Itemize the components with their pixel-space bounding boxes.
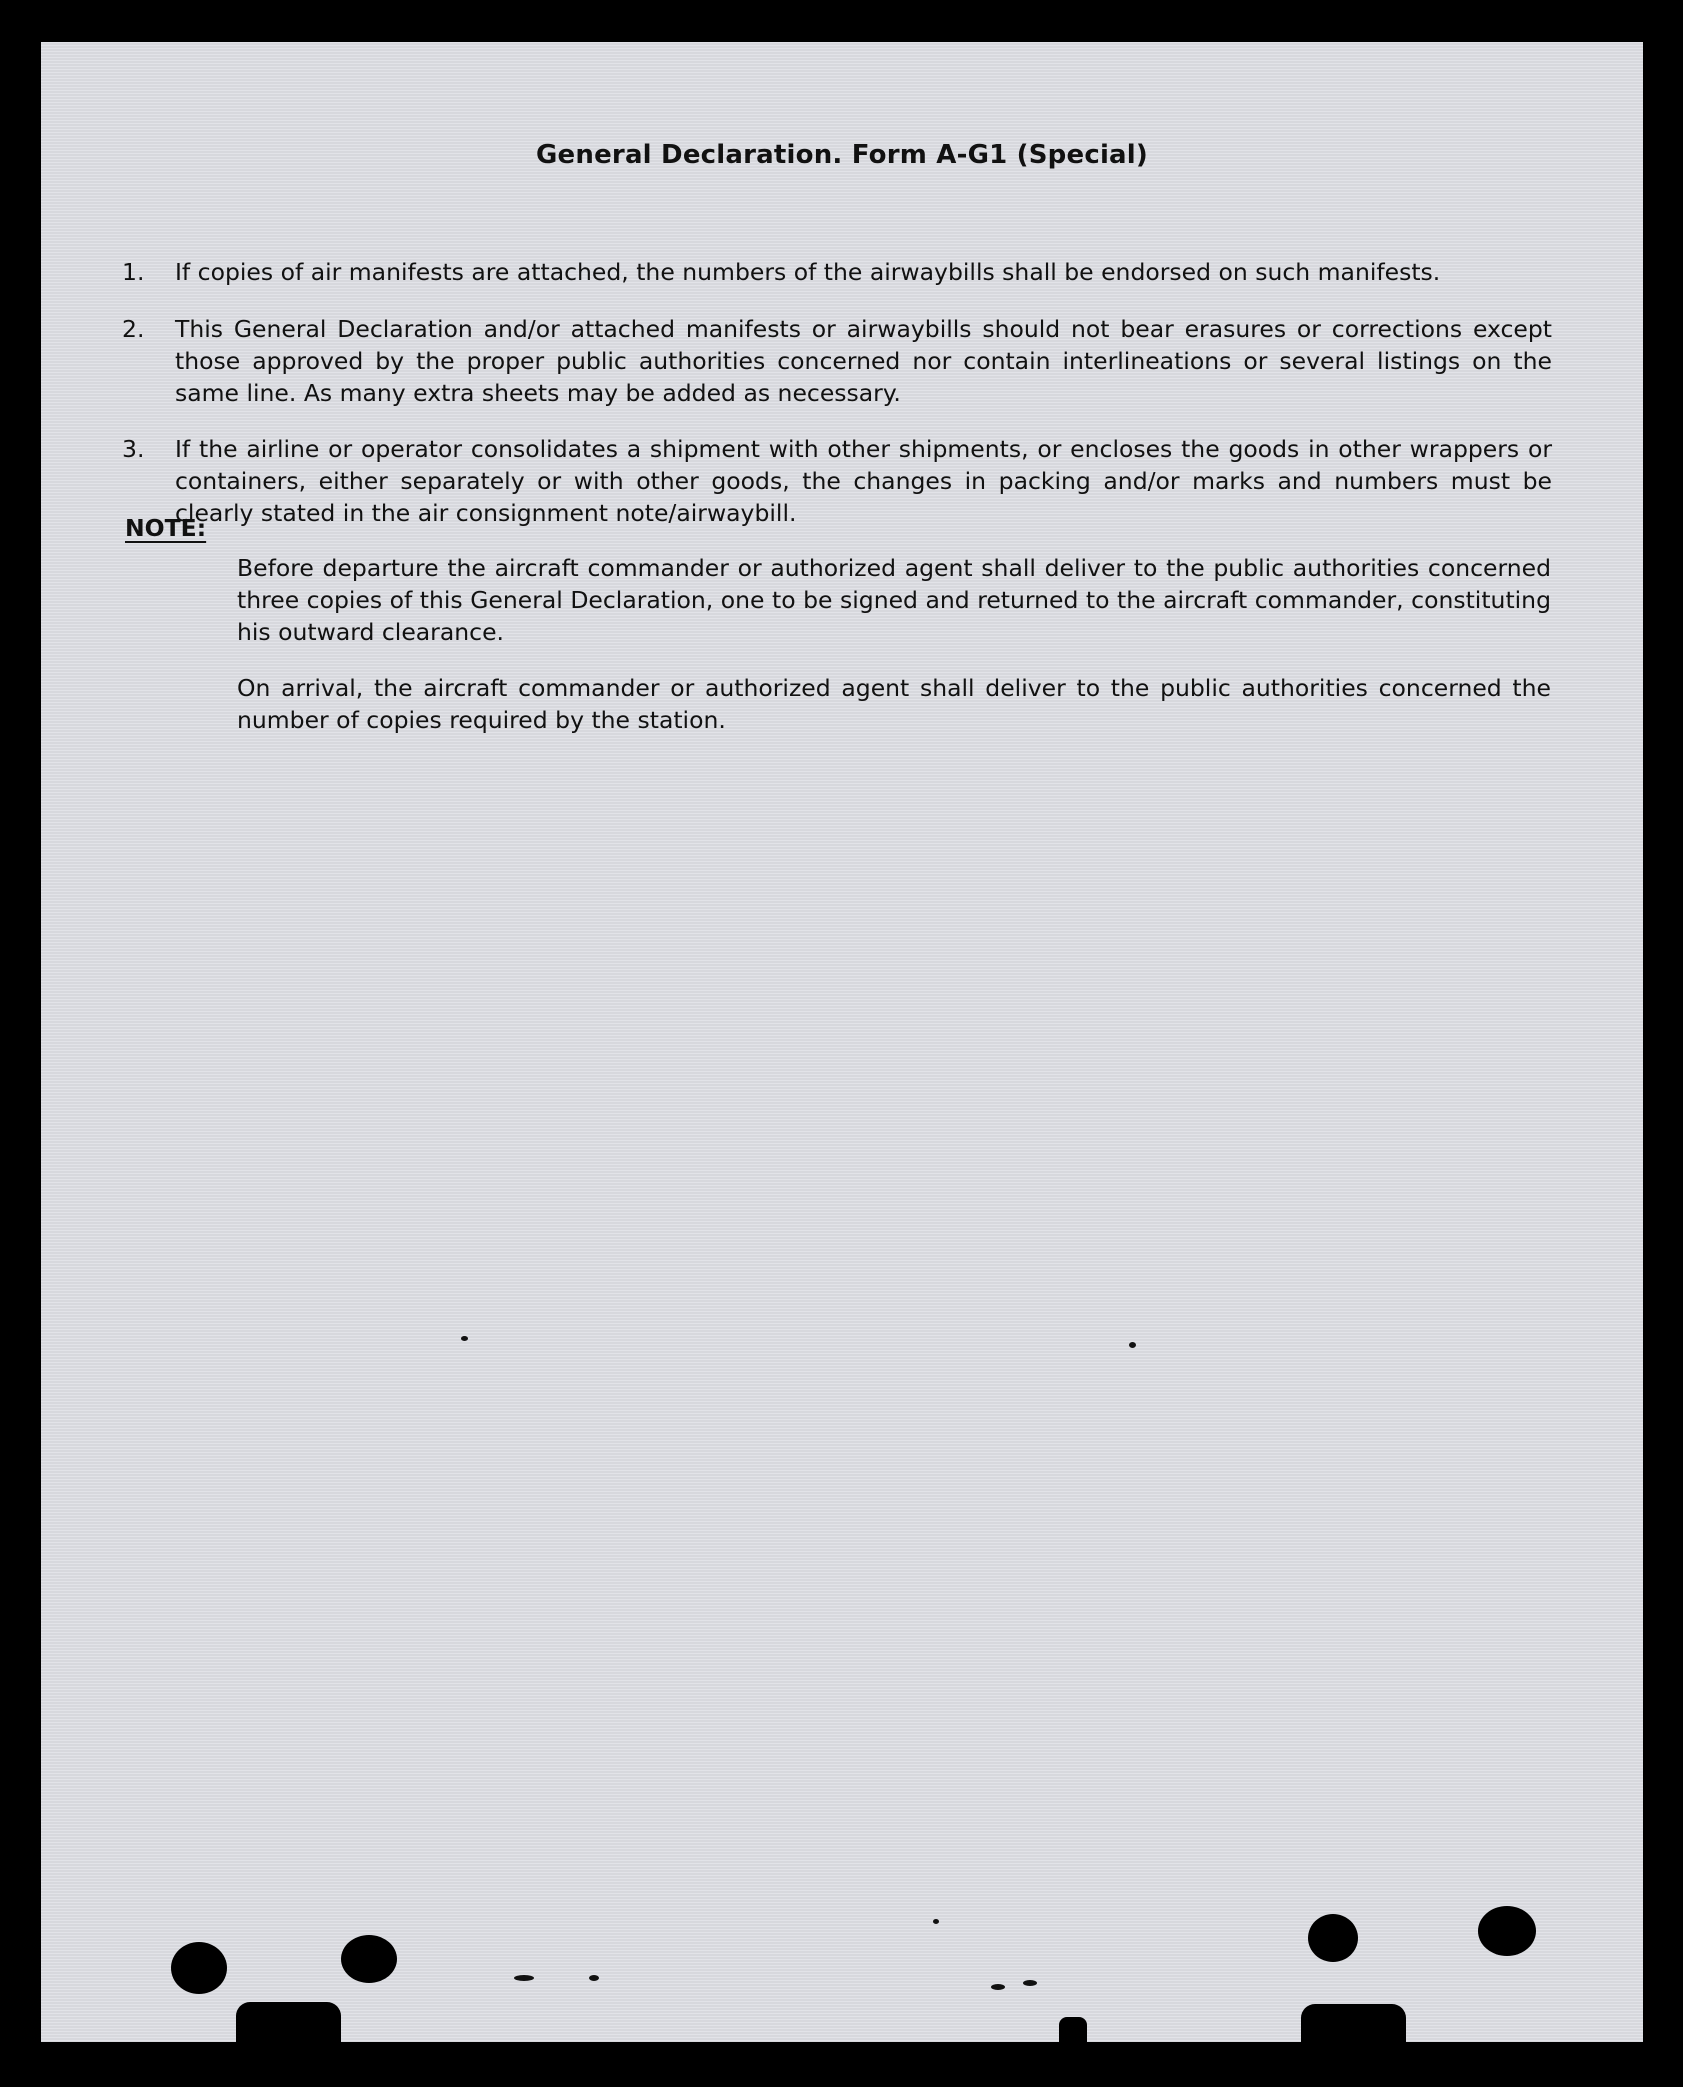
instruction-text: This General Declaration and/or attached manifests or airwaybills should not bear erasures or corrections except those approved by the proper public authorities concerned nor contain interlineations or several listings on the same line. As many extra sheets may be added as necessary. — [175, 315, 1552, 407]
ink-speck — [991, 1984, 1005, 1990]
ink-speck — [1023, 1980, 1037, 1986]
ink-speck — [589, 1975, 599, 1981]
punch-hole — [1478, 1906, 1536, 1956]
instruction-text: If copies of air manifests are attached, the numbers of the airwaybills shall be endorsed on such manifests. — [175, 258, 1441, 286]
binding-tab — [1059, 2017, 1087, 2042]
punch-hole — [341, 1935, 397, 1983]
ink-speck — [461, 1336, 468, 1341]
note-paragraph-1: Before departure the aircraft commander or authorized agent shall deliver to the public authorities concerned three copies of this General Declaration, one to be signed and returned to the aircraft commander, constituting his outward clearance. — [237, 554, 1551, 646]
document-page — [41, 42, 1643, 2042]
ink-speck — [933, 1919, 939, 1924]
instruction-text: If the airline or operator consolidates a shipment with other shipments, or encloses the goods in other wrappers or containers, either separately or with other goods, the changes in packing and/or marks and numbers must be clearly stated in the air consignment note/airwaybill. — [175, 435, 1552, 527]
document-title: General Declaration. Form A-G1 (Special) — [536, 140, 1148, 170]
note-paragraph-2: On arrival, the aircraft commander or authorized agent shall deliver to the public authorities concerned the number of copies required by the station. — [237, 674, 1551, 734]
instruction-number: 3. — [122, 435, 145, 463]
instruction-number: 2. — [122, 315, 145, 343]
document-content — [41, 42, 1643, 2042]
binding-tab — [1301, 2004, 1406, 2042]
note-label: NOTE: — [125, 514, 207, 542]
punch-hole — [171, 1942, 227, 1994]
binding-tab — [236, 2002, 341, 2042]
punch-hole — [1308, 1914, 1358, 1962]
instruction-number: 1. — [122, 258, 145, 286]
ink-speck — [1129, 1342, 1136, 1348]
ink-speck — [514, 1975, 534, 1981]
